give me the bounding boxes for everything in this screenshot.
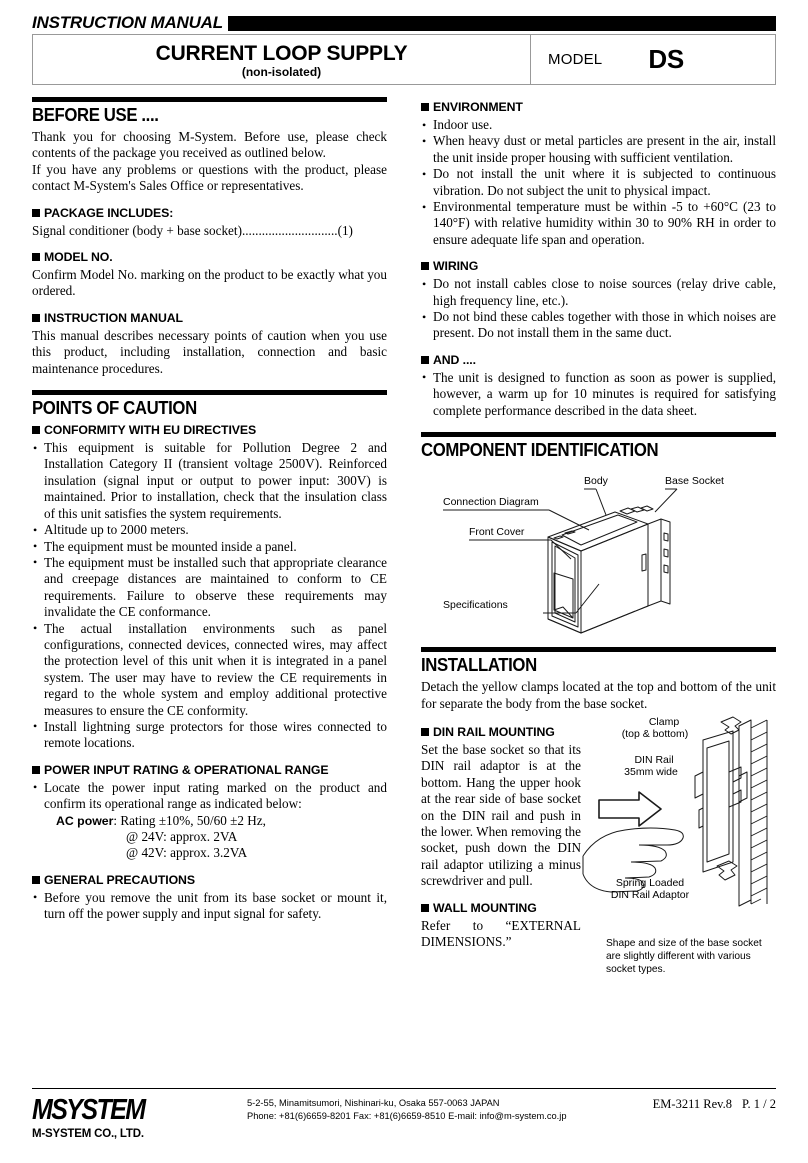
general-precautions-heading [32,872,387,888]
document-id-block [653,1095,776,1111]
model-block [531,35,775,84]
label-specifications: Specifications [443,599,508,612]
model-no-text: Confirm Model No. marking on the product to be exactly what you ordered. [32,267,387,299]
before-use-intro-2: If you have any problems or questions with the product, please contact M-System's Sales Office or representatives. [32,161,387,194]
instruction-manual-heading [32,310,387,326]
company-logo-block [32,1095,247,1141]
before-use-intro-1: Thank you for choosing M-System. Before use, please check contents of the package you received as outlined below. [32,129,387,161]
conformity-list [32,440,387,752]
header-top-bar [32,10,776,32]
list-item: • Indoor use. [421,117,776,133]
wiring-heading [421,258,776,274]
general-precautions-heading-text: GENERAL PRECAUTIONS [44,872,195,887]
points-of-caution-heading: POINTS OF CAUTION [32,398,197,419]
section-points-of-caution [32,390,387,419]
instruction-manual-label: INSTRUCTION MANUAL [32,13,223,32]
section-rule [32,97,387,102]
footer-rule [32,1088,776,1089]
bullet-square-icon [421,904,429,912]
page-number: P. 1 / 2 [741,1097,776,1111]
list-item: • Do not install the unit where it is subjected to continuous vibration. Do not subject the unit to physical impact. [421,166,776,199]
model-label: MODEL [548,51,603,68]
component-identification-heading: COMPONENT IDENTIFICATION [421,440,659,461]
wall-mounting-heading [421,900,581,916]
section-rule [421,432,776,437]
installation-intro: Detach the yellow clamps located at the top and bottom of the unit for separate the body from the base socket. [421,679,776,711]
din-rail-heading-text: DIN RAIL MOUNTING [433,724,555,739]
label-din-rail-sub: 35mm wide [624,765,678,778]
list-item: • The unit is designed to function as soon as power is supplied, however, a warm up for 10 minutes is required for satisfying complete performance described in the data sheet. [421,370,776,419]
instruction-manual-heading-text: INSTRUCTION MANUAL [44,310,183,325]
section-installation [421,647,776,712]
wiring-heading-text: WIRING [433,259,479,274]
power-input-heading-text: POWER INPUT RATING & OPERATIONAL RANGE [44,762,329,777]
environment-list [421,117,776,248]
ac-power-label: AC power [56,813,114,828]
installation-text-col [421,714,581,950]
list-item: • Install lightning surge protectors for those wires connected to remote locations. [32,719,387,752]
wall-mounting-heading-text: WALL MOUNTING [433,900,537,915]
ac-power-42v: @ 42V: approx. 3.2VA [126,845,248,861]
general-precautions-list [32,890,387,923]
list-item: • The actual installation environments such as panel configurations, connected devices, connected wires, may affect the protection level of this unit when it is integrated in a panel system. The user may have to review the CE requirements in regard to the whole system and employ additional protective measures to ensure the CE conformity. [32,621,387,719]
environment-heading-text: ENVIRONMENT [433,100,523,114]
header-black-bar [228,16,776,31]
bullet-square-icon [32,209,40,217]
power-input-list [32,780,387,813]
before-use-heading: BEFORE USE .... [32,105,159,125]
section-rule [32,390,387,395]
content-columns [32,97,776,1057]
label-spring-loaded-sub: DIN Rail Adaptor [610,888,690,901]
bullet-square-icon [421,728,429,736]
environment-heading [421,99,776,115]
label-din-rail: DIN Rail [634,753,674,766]
conformity-heading [32,422,387,438]
list-item: • Do not install cables close to noise sources (relay drive cable, high frequency line, etc.). [421,276,776,309]
power-input-heading [32,762,387,778]
bullet-square-icon [32,253,40,261]
label-connection-diagram: Connection Diagram [443,496,539,509]
product-title-block [33,35,531,84]
list-item: • The equipment must be mounted inside a panel. [32,539,387,555]
label-front-cover: Front Cover [469,526,525,539]
din-rail-text: Set the base socket so that its DIN rail adaptor is at the bottom. Hang the upper hook at the rear side of base socket on the DIN rail and push in the lower. When removing the socket, push down the DIN rail adaptor utilizing a minus screwdriver and pull. [421,741,581,889]
product-title: CURRENT LOOP SUPPLY [155,41,408,65]
section-rule [421,647,776,652]
installation-body [421,714,776,950]
bullet-square-icon [421,103,429,111]
conformity-heading-text: CONFORMITY WITH EU DIRECTIVES [44,423,257,438]
company-name: M-SYSTEM CO., LTD. [32,1128,144,1140]
product-subtitle: (non-isolated) [241,64,322,79]
wiring-list [421,276,776,342]
component-identification-figure [421,467,776,647]
right-column [421,97,776,1057]
page-footer [32,1088,776,1141]
wall-mounting-text: Refer to “EXTERNAL DIMENSIONS.” [421,917,581,949]
bullet-square-icon [421,262,429,270]
ac-power-rating-line [32,813,387,829]
bullet-square-icon [421,356,429,364]
and-heading [421,352,776,368]
list-item: • Altitude up to 2000 meters. [32,522,387,538]
list-item: • This equipment is suitable for Pollution Degree 2 and Installation Category II (transient voltage 2500V). Reinforced insulation (signal input or output to power input: 300V) is maintained. Prior to installation, check that the insulation class of this unit satisfies the system requirements. [32,440,387,522]
document-id: EM-3211 Rev.8 [652,1097,732,1111]
model-value: DS [648,44,684,74]
base-socket-note: Shape and size of the base socket are slightly different with various socket types. [606,938,762,975]
ac-power-24v: @ 24V: approx. 2VA [126,829,238,844]
component-diagram-svg [421,467,776,642]
company-address: 5-2-55, Minamitsumori, Nishinari-ku, Osaka 557-0063 JAPAN [247,1098,500,1108]
package-includes-heading-text: PACKAGE INCLUDES: [44,205,174,220]
section-before-use [32,97,387,195]
list-item: • Before you remove the unit from its base socket or mount it, turn off the power supply and input signal for safety. [32,890,387,923]
title-box [32,34,776,85]
instruction-manual-text: This manual describes necessary points of caution when you use this product, including installation, connection and basic maintenance procedures. [32,327,387,376]
bullet-square-icon [32,876,40,884]
label-clamp-sub: (top & bottom) [621,727,689,740]
label-base-socket: Base Socket [665,475,724,488]
bullet-square-icon [32,314,40,322]
list-item: • When heavy dust or metal particles are present in the air, install the unit inside proper housing with sufficient ventilation. [421,133,776,166]
model-no-heading [32,249,387,265]
list-item: • Locate the power input rating marked on the product and confirm its operational range as indicated below: [32,780,387,813]
msystem-logo: MSYSTEM [32,1093,145,1127]
company-contact: Phone: +81(6)6659-8201 Fax: +81(6)6659-8510 E-mail: info@m-system.co.jp [247,1111,567,1121]
list-item: • Do not bind these cables together with those in which noises are present. Do not install them in the same duct. [421,309,776,342]
bullet-square-icon [32,766,40,774]
label-body: Body [584,475,608,488]
footer-row [32,1095,776,1141]
left-column [32,97,387,1057]
and-list [421,370,776,419]
ac-power-rating: : Rating ±10%, 50/60 ±2 Hz, [113,812,266,828]
list-item: • Environmental temperature must be within -5 to +60°C (23 to 140°F) with relative humidity within 30 to 90% RH in order to ensure adequate life span and operation. [421,199,776,248]
din-rail-heading [421,724,581,740]
list-item: • The equipment must be installed such that appropriate clearance and creepage distances are maintained to conform to CE requirements. Failure to observe these requirements may invalidate the CE conformance. [32,555,387,621]
package-includes-item: Signal conditioner (body + base socket).............................(1) [32,222,353,238]
section-component-identification [421,432,776,461]
label-spring-loaded: Spring Loaded [615,876,685,889]
package-includes-heading [32,205,387,221]
label-clamp: Clamp [648,715,680,728]
and-heading-text: AND .... [433,352,476,367]
bullet-square-icon [32,426,40,434]
model-no-heading-text: MODEL NO. [44,250,113,265]
company-address-block [247,1095,653,1123]
installation-heading: INSTALLATION [421,655,537,676]
installation-figure [581,714,776,914]
